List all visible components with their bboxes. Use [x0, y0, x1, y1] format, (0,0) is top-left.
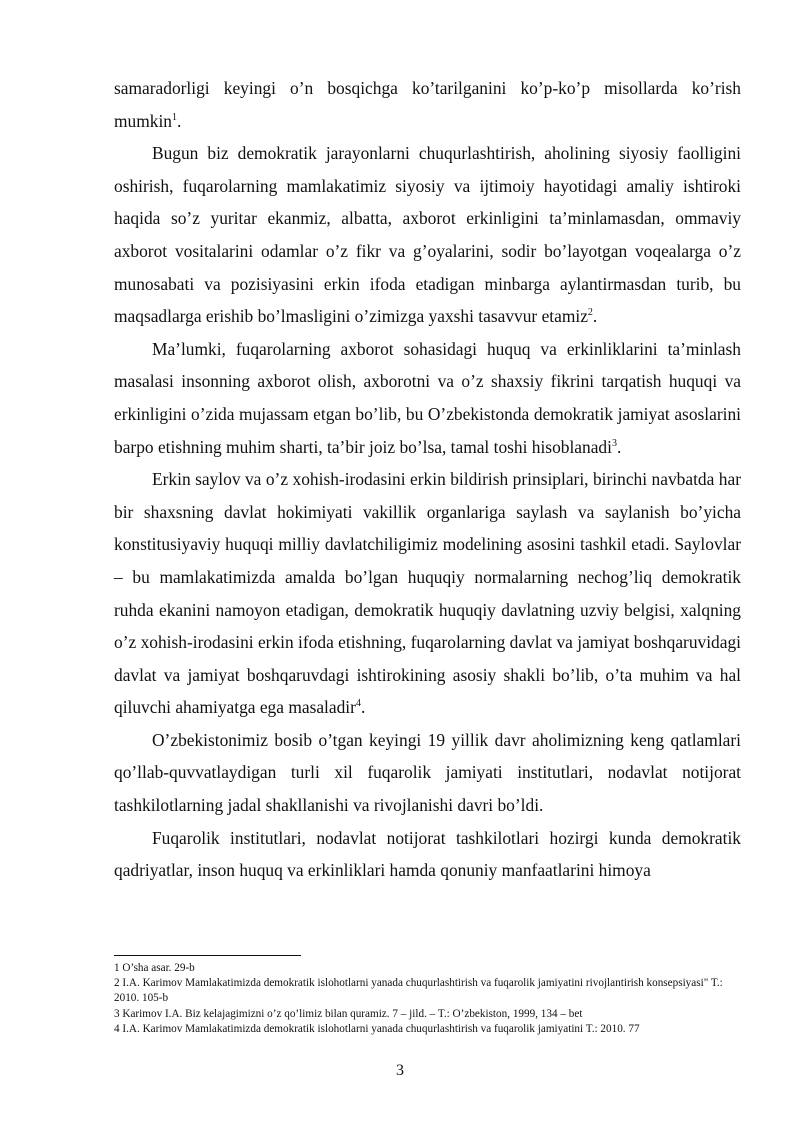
footnote-reference: 1 — [171, 111, 177, 123]
paragraph — [114, 137, 741, 333]
paragraph-end: . — [360, 697, 366, 718]
paragraph-text: Ma’lumki, fuqarolarning axborot sohasidagi huquq va erkinliklarini ta’minlash masalasi insonning axborot olish, axborotni va o’z shaxsiy fikrini tarqatish huquqi va erkinligini o’zida mujassam etgan bo’lib, bu O’zbekistonda demokratik jamiyat asoslarini barpo etishning muhim sharti, ta’bir joiz bo’lsa, tamal toshi hisoblanadi — [114, 338, 741, 457]
paragraph-text: Fuqarolik institutlari, nodavlat notijorat tashkilotlari hozirgi kunda demokratik qadriyatlar, inson huquq va erkinliklari hamda qonuniy manfaatlarini himoya — [114, 827, 741, 881]
paragraph — [114, 463, 741, 724]
paragraph-text: samaradorligi keyingi o’n bosqichga ko’tarilganini ko’p-ko’p misollarda ko’rish mumkin — [114, 78, 741, 131]
footnote-separator — [114, 955, 301, 956]
paragraph-text: Bugun biz demokratik jarayonlarni chuqurlashtirish, aholining siyosiy faolligini oshirish, fuqarolarning mamlakatimiz siyosiy va ijtimoiy hayotidagi amaliy ishtiroki haqida so’z yuritar ekanmiz, albatta, axborot erkinligini ta’minlamasdan, ommaviy axborot vositalarini odamlar o’z fikr va g’oyalarini, sodir bo’layotgan voqealarga o’z munosabati va pozisiyasini erkin ifoda etadigan minbarga aylantirmasdan turib, bu maqsadlarga erishib bo’lmasligini o’zimizga yaxshi tasavvur etamiz — [114, 143, 741, 327]
paragraph-text: Erkin saylov va o’z xohish-irodasini erkin bildirish prinsiplari, birinchi navbatda har bir shaxsning davlat hokimiyati vakillik organlariga saylash va saylanish bo’yicha konstitusiyaviy huquqi milliy davlatchiligimiz modelining asosini tashkil etadi. Saylovlar – bu mamlakatimizda amalda bo’lgan huquqiy normalarning nechog’liq demokratik ruhda ekanini namoyon etadigan, demokratik huquqiy davlatning uzviy belgisi, xalqning o’z xohish-irodasini erkin ifoda etishning, fuqarolarning davlat va jamiyat boshqaruvidagi davlat va jamiyat boshqaruvdagi ishtirokining asosiy shakli bo’lib, o’ta muhim va hal qiluvchi ahamiyatga ega masaladir — [114, 469, 741, 718]
footnotes — [114, 961, 742, 1037]
page-number: 3 — [396, 1062, 404, 1079]
paragraph — [114, 72, 741, 137]
paragraph — [114, 333, 741, 463]
paragraph-end: . — [616, 436, 622, 457]
footnote: 2 I.A. Karimov Mamlakatimizda demokratik islohotlarni yanada chuqurlashtirish va fuqarolik jamiyatini rivojlantirish konsepsiyasi" T.: 2010. 105-b — [114, 977, 723, 1005]
footnote: 4 I.A. Karimov Mamlakatimizda demokratik islohotlarni yanada chuqurlashtirish va fuqarolik jamiyatini T.: 2010. 77 — [114, 1022, 640, 1035]
paragraph-end: . — [592, 306, 598, 327]
footnote-reference: 3 — [611, 437, 617, 449]
footnote-reference: 2 — [587, 307, 593, 319]
paragraph-end: . — [176, 110, 182, 131]
paragraph — [114, 822, 741, 887]
footnote-reference: 4 — [355, 698, 361, 710]
body-text — [114, 72, 741, 887]
footnote: 1 O’sha asar. 29-b — [114, 962, 195, 974]
paragraph — [114, 724, 741, 822]
footnote: 3 Karimov I.A. Biz kelajagimizni o’z qo’limiz bilan quramiz. 7 – jild. – T.: O’zbekiston, 1999, 134 – bet — [114, 1007, 583, 1020]
paragraph-text: O’zbekistonimiz bosib o’tgan keyingi 19 yillik davr aholimizning keng qatlamlari qo’llab-quvvatlaydigan turli xil fuqarolik jamiyati institutlari, nodavlat notijorat tashkilotlarning jadal shakllanishi va rivojlanishi davri bo’ldi. — [114, 729, 741, 816]
